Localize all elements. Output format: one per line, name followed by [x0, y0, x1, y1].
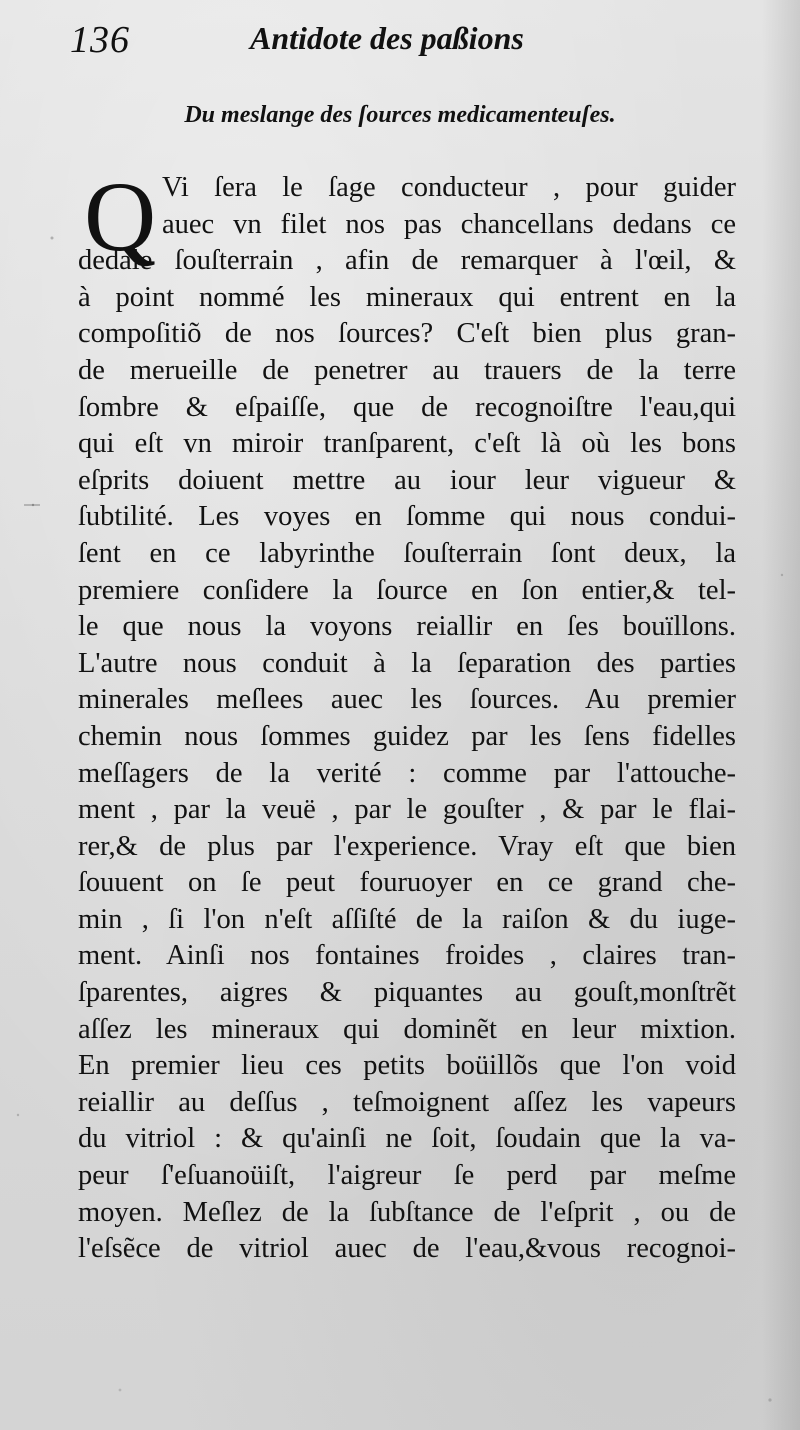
- text-line: min , ſi l'on n'eſt aſſiſté de la raiſon & du iuge-: [78, 903, 736, 935]
- text-line: En premier lieu ces petits boüillõs que l'on void: [78, 1050, 736, 1082]
- text-line: du vitriol : & qu'ainſi ne ſoit, ſoudain que la va-: [78, 1123, 736, 1155]
- drop-cap: Q: [84, 161, 157, 272]
- page-number: 136: [70, 19, 130, 61]
- text-line: aſſez les mineraux qui dominẽt en leur mixtion.: [78, 1013, 736, 1045]
- text-line: rer,& de plus par l'experience. Vray eſt que bien: [78, 830, 736, 862]
- text-line: peur ſ'eſuanoüiſt, l'aigreur ſe perd par meſme: [78, 1160, 736, 1192]
- text-line: meſſagers de la verité : comme par l'attouche-: [78, 757, 736, 789]
- text-line: dedale ſouſterrain , afin de remarquer à l'œil, &: [78, 245, 736, 277]
- text-line: à point nommé les mineraux qui entrent en la: [78, 281, 736, 313]
- text-line: ſent en ce labyrinthe ſouſterrain ſont deux, la: [78, 537, 736, 569]
- text-line: de merueille de penetrer au trauers de la terre: [78, 354, 736, 386]
- text-line: ment. Ainſi nos fontaines froides , claires tran-: [78, 940, 736, 972]
- text-line: moyen. Meſlez de la ſubſtance de l'eſprit , ou de: [78, 1196, 736, 1228]
- text-line: eſprits doiuent mettre au iour leur vigueur &: [78, 464, 736, 496]
- body-text: [78, 161, 736, 1268]
- running-head: Antidote des paßions: [250, 20, 524, 56]
- text-line: minerales meſlees auec les ſources. Au premier: [78, 684, 736, 716]
- text-line: Vi ſera le ſage conducteur , pour guider: [162, 172, 736, 203]
- text-line: compoſitiõ de nos ſources? C'eſt bien plus gran-: [78, 318, 736, 350]
- page-header: [70, 18, 750, 68]
- text-line: reiallir au deſſus , teſmoignent aſſez les vapeurs: [78, 1086, 736, 1118]
- text-line: ſombre & eſpaiſſe, que de recognoiſtre l'eau,qui: [78, 391, 736, 423]
- text-line: chemin nous ſommes guidez par les ſens fidelles: [78, 720, 736, 752]
- text-line: premiere conſidere la ſource en ſon entier,& tel-: [78, 574, 736, 606]
- text-line: ſparentes, aigres & piquantes au gouſt,monſtrẽt: [78, 977, 736, 1009]
- text-line: l'eſsẽce de vitriol auec de l'eau,&vous recognoi-: [78, 1233, 736, 1265]
- text-line: ſubtilité. Les voyes en ſomme qui nous condui-: [78, 501, 736, 533]
- section-title: Du meslange des ſources medicamenteuſes.: [184, 102, 616, 128]
- text-line: L'autre nous conduit à la ſeparation des parties: [78, 647, 736, 679]
- text-line: ſouuent on ſe peut fouruoyer en ce grand che-: [78, 867, 736, 899]
- text-line: qui eſt vn miroir tranſparent, c'eſt là où les bons: [78, 428, 736, 460]
- text-line: le que nous la voyons reiallir en ſes bouïllons.: [78, 611, 736, 643]
- text-line: ment , par la veuë , par le gouſter , & par le flai-: [78, 794, 736, 826]
- text-line: auec vn filet nos pas chancellans dedans ce: [162, 208, 736, 240]
